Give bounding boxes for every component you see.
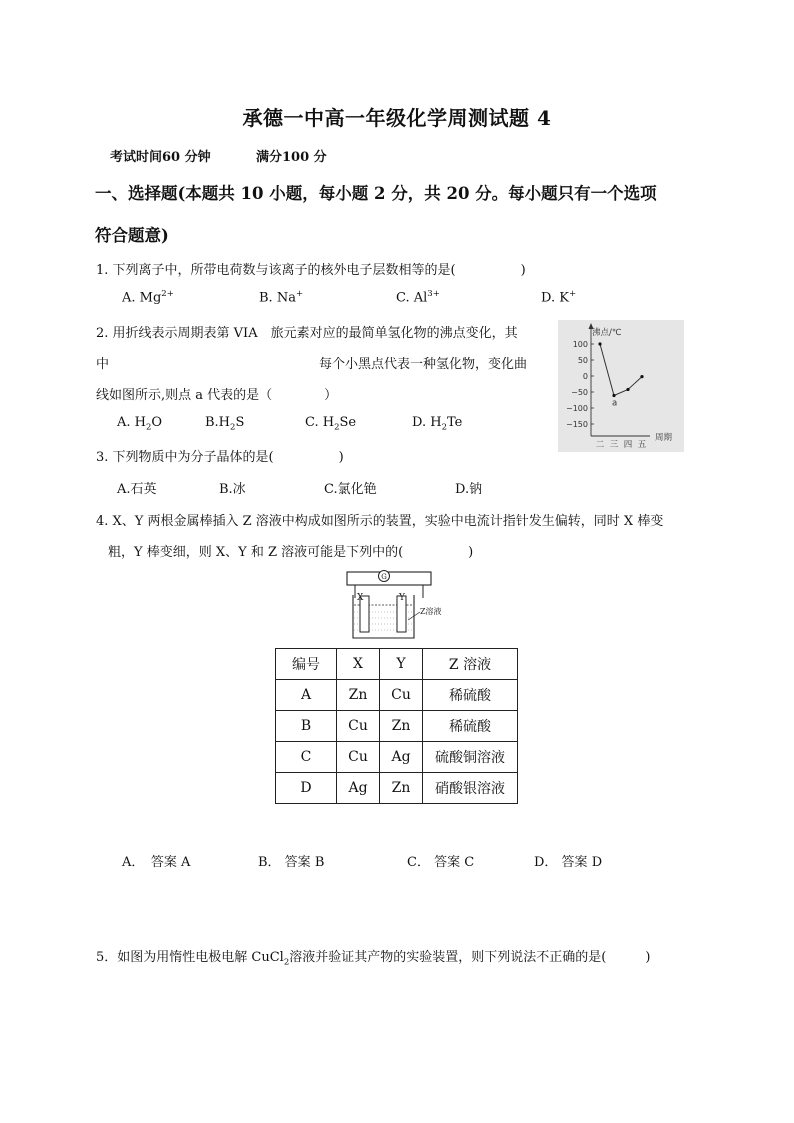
q1-option-a: A. $Mg^{2+}$	[122, 289, 174, 306]
table-cell: Cu	[337, 711, 380, 742]
data-point	[612, 394, 615, 397]
table-header: 编号	[276, 649, 337, 680]
table-cell: 稀硫酸	[423, 680, 518, 711]
question-1-stem: 1. 下列离子中，所带电荷数与该离子的核外电子层数相等的是( )	[96, 263, 526, 278]
q4-option-b: B． 答案 B	[258, 855, 325, 870]
question-2-line-2b: 每个小黑点代表一种氢化物，变化曲	[319, 357, 528, 372]
q4-options-table	[275, 648, 518, 804]
solution-label: Z溶液	[420, 607, 442, 616]
galvanic-cell-svg	[342, 568, 454, 642]
q4-option-c: C． 答案 C	[407, 855, 475, 870]
x-tick-label: 三	[609, 440, 619, 450]
full-score: 满分100 分	[256, 150, 327, 165]
galvanometer-label: G	[381, 573, 387, 581]
data-point	[626, 388, 629, 391]
y-tick-label: −100	[566, 404, 588, 413]
q3-option-c: C.氯化铯	[324, 482, 377, 497]
table-cell: Cu	[380, 680, 423, 711]
table-row	[276, 711, 518, 742]
x-tick-label: 五	[637, 440, 647, 450]
point-a-label: a	[612, 398, 618, 409]
q2-option-a: A. $H_2O$	[117, 415, 163, 433]
table-row	[276, 773, 518, 804]
table-cell: B	[276, 711, 337, 742]
table-header-row	[276, 649, 518, 680]
q2-option-d: D. $H_2Te$	[412, 415, 463, 433]
question-4-line-1: 4. X、Y 两根金属棒插入 Z 溶液中构成如图所示的装置，实验中电流计指针发生偏转，同时 X 棒变	[96, 514, 664, 529]
question-2-line-1: 2. 用折线表示周期表第 VIA 旅元素对应的最简单氢化物的沸点变化，其	[96, 326, 518, 341]
table-header: Y	[380, 649, 423, 680]
question-2-line-3: 线如图所示,则点 a 代表的是（ ）	[96, 388, 338, 403]
table-cell: 硝酸银溶液	[423, 773, 518, 804]
table-cell: Ag	[337, 773, 380, 804]
x-tick-label: 二	[595, 440, 605, 450]
table-cell: C	[276, 742, 337, 773]
table-header: Z 溶液	[423, 649, 518, 680]
galvanic-cell-diagram	[342, 568, 454, 646]
chart-y-label: 沸点/℃	[592, 328, 622, 338]
y-tick-label: 100	[572, 340, 588, 349]
q2-option-c: C. $H_2Se$	[305, 415, 357, 433]
table-row	[276, 680, 518, 711]
question-3-stem: 3. 下列物质中为分子晶体的是( )	[96, 450, 344, 465]
table-cell: Zn	[380, 711, 423, 742]
table-cell: Ag	[380, 742, 423, 773]
question-5-stem: 5．如图为用惰性电极电解 CuCl$_2$溶液并验证其产物的实验装置，则下列说法不正确的是( )	[96, 950, 651, 968]
q3-option-a: A.石英	[117, 482, 157, 497]
electrode-y-label: Y	[399, 593, 405, 603]
chart-x-label: 周期	[655, 433, 673, 443]
q1-option-d: D. K+	[541, 289, 577, 306]
y-tick-label: 50	[577, 356, 588, 365]
table-row	[276, 742, 518, 773]
table-cell: Cu	[337, 742, 380, 773]
table-cell: Zn	[337, 680, 380, 711]
data-point	[598, 342, 601, 345]
table-cell: A	[276, 680, 337, 711]
table-header: X	[337, 649, 380, 680]
question-4-line-2: 粗，Y 棒变细，则 X、Y 和 Z 溶液可能是下列中的( )	[108, 545, 474, 560]
q2-option-b: $B.H_2S$	[205, 415, 245, 433]
question-2-line-2a: 中	[96, 357, 110, 372]
q4-option-d: D． 答案 D	[534, 855, 603, 870]
q3-option-d: D.钠	[455, 482, 483, 497]
y-tick-label: −50	[571, 388, 588, 397]
q1-option-c: C. $Al^{3+}$	[396, 289, 440, 306]
electrode-x-label: X	[357, 593, 364, 603]
boiling-point-chart	[558, 320, 684, 452]
boiling-point-chart-svg	[558, 320, 684, 452]
page-title: 承德一中高一年级化学周测试题 4	[242, 106, 552, 130]
q1-option-b: B. Na+	[259, 289, 304, 306]
series-line	[600, 344, 642, 396]
q3-option-b: B.冰	[219, 482, 246, 497]
q4-option-a: A． 答案 A	[122, 855, 191, 870]
data-point	[640, 375, 643, 378]
table-cell: 稀硫酸	[423, 711, 518, 742]
table-cell: D	[276, 773, 337, 804]
x-tick-label: 四	[623, 440, 633, 450]
section-heading: 一、选择题(本题共 10 小题，每小题 2 分，共 20 分。每小题只有一个选项	[95, 184, 657, 203]
section-heading-cont: 符合题意)	[95, 226, 169, 245]
exam-time: 考试时间60 分钟	[110, 150, 211, 165]
table-cell: 硫酸铜溶液	[423, 742, 518, 773]
y-tick-label: 0	[582, 372, 588, 381]
table-cell: Zn	[380, 773, 423, 804]
y-tick-label: −150	[566, 420, 588, 429]
